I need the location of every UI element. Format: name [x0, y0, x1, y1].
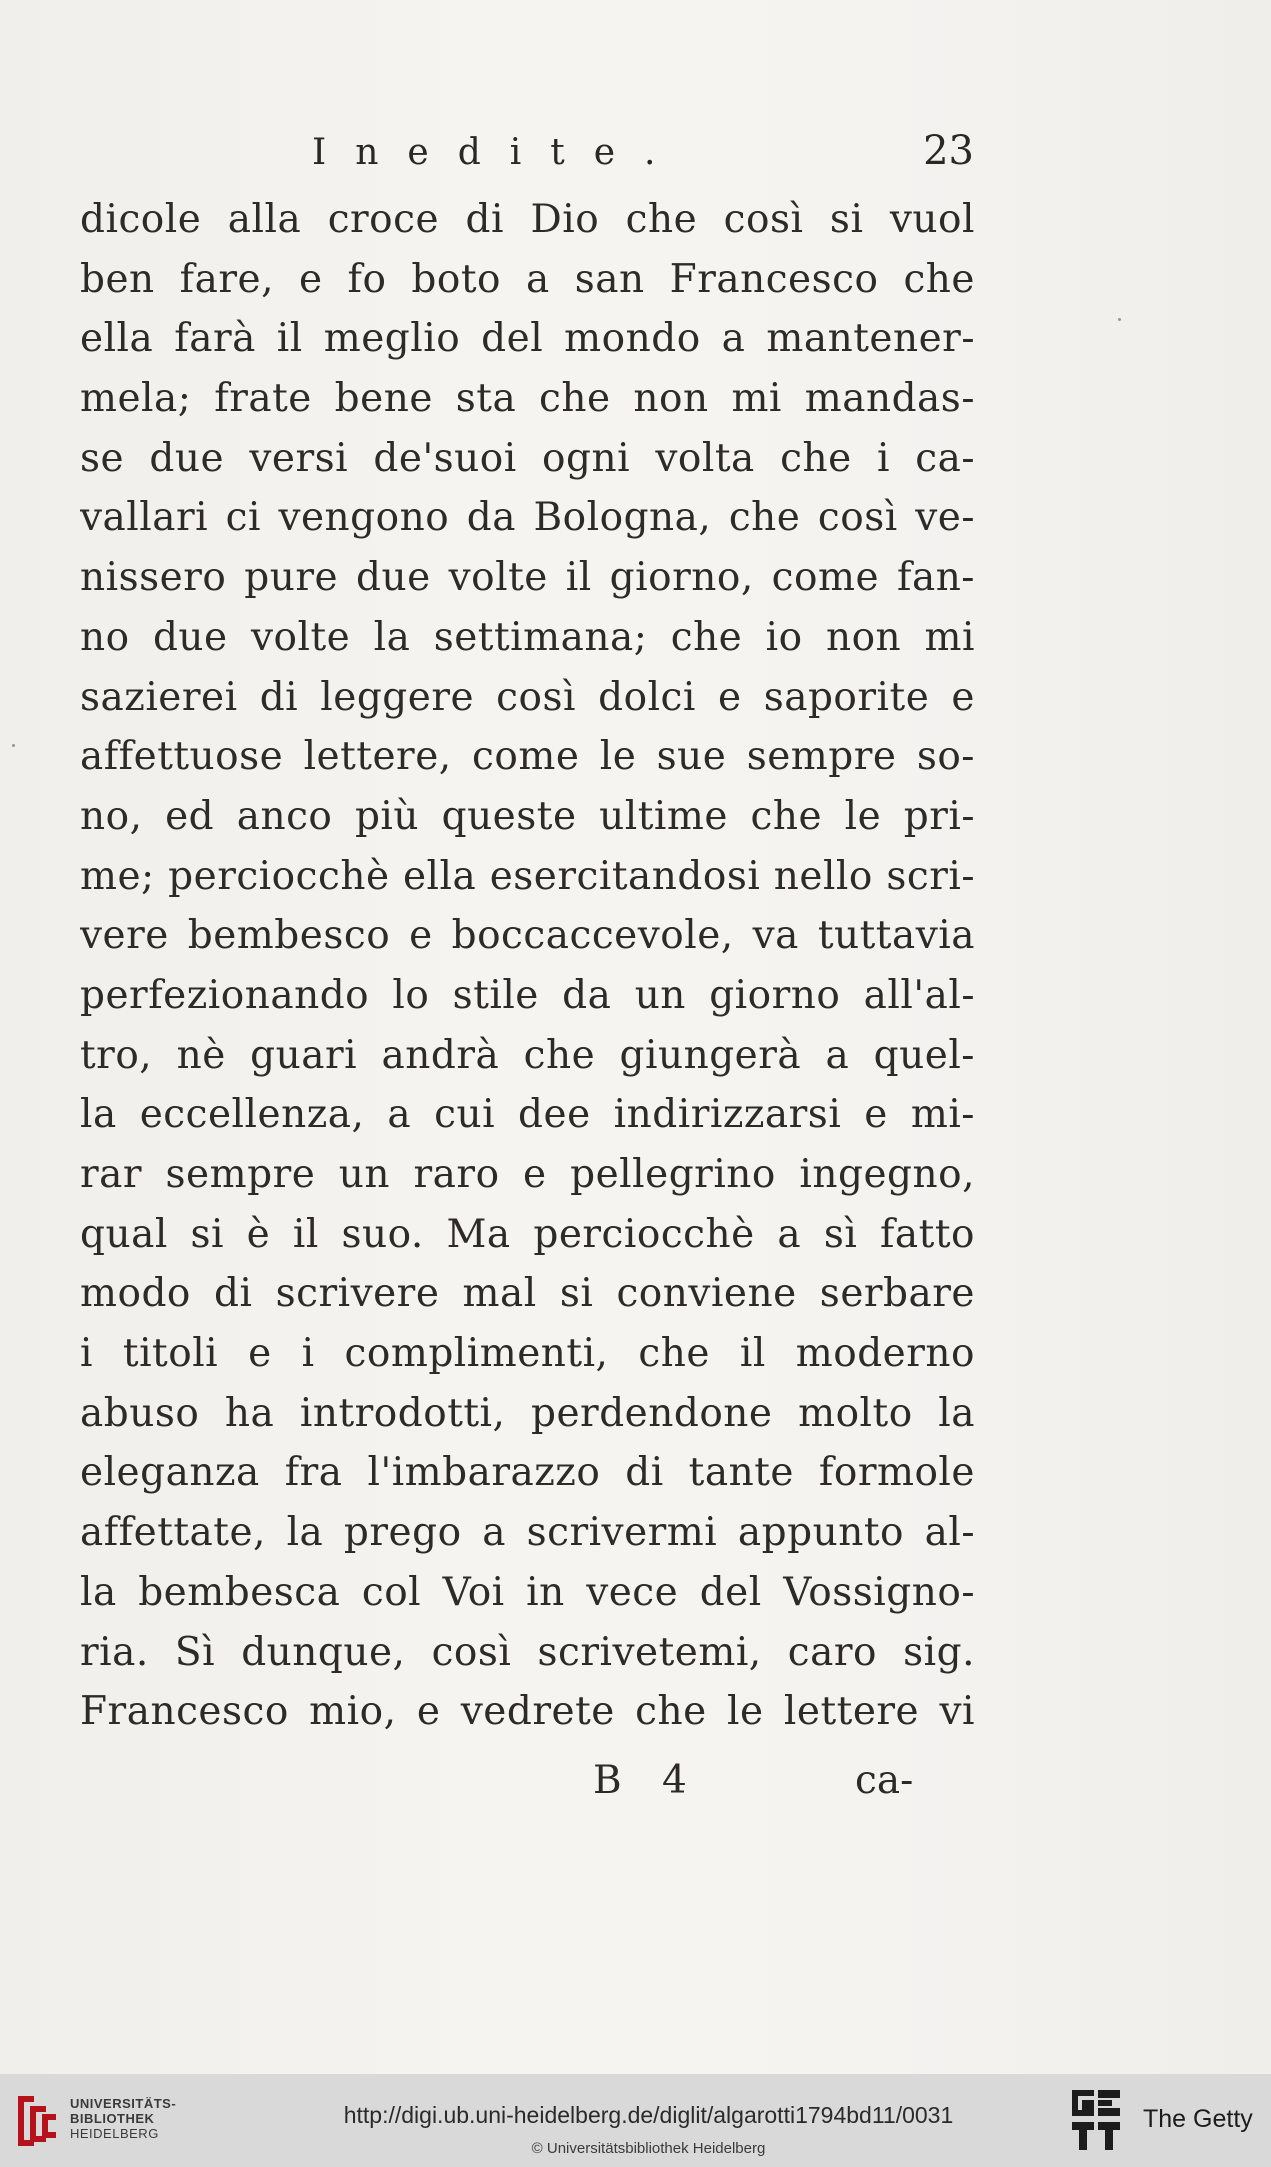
partner-name: The Getty — [1143, 2105, 1253, 2133]
text-line: modo di scrivere mal si conviene serbare — [80, 1271, 975, 1317]
signature-mark: B 4 — [593, 1758, 701, 1803]
running-head — [300, 122, 980, 182]
text-line: sazierei di leggere così dolci e saporite e — [80, 674, 975, 720]
text-line: eleganza fra l'imbarazzo di tante formole — [80, 1450, 975, 1496]
text-line: se due versi de'suoi ogni volta che i ca- — [80, 435, 975, 481]
text-line: tro, nè guari andrà che giungerà a quel- — [80, 1032, 975, 1078]
running-head-title: Inedite. — [312, 132, 685, 173]
permalink-url[interactable]: http://digi.ub.uni-heidelberg.de/diglit/algarotti1794bd11/0031 — [343, 2102, 954, 2128]
text-line: vallari ci vengono da Bologna, che così ve- — [80, 495, 975, 541]
text-line: abuso ha introdotti, perdendone molto la — [80, 1390, 975, 1436]
library-name-line: UNIVERSITÄTS- — [70, 2096, 177, 2111]
viewer-footer-bar — [0, 2074, 1271, 2167]
catchword: ca- — [855, 1758, 914, 1803]
paper-speck — [1118, 318, 1121, 321]
text-line: no, ed anco più queste ultime che le pri- — [80, 793, 975, 839]
library-name-line: HEIDELBERG — [70, 2126, 159, 2141]
text-line: qual si è il suo. Ma perciocchè a sì fatto — [80, 1211, 975, 1257]
text-line: Francesco mio, e vedrete che le lettere vi — [80, 1689, 975, 1735]
paper-speck — [12, 744, 15, 747]
text-line: perfezionando lo stile da un giorno all'al- — [80, 972, 975, 1018]
text-line: i titoli e i complimenti, che il moderno — [80, 1331, 975, 1377]
text-line: ria. Sì dunque, così scrivetemi, caro sig. — [80, 1629, 975, 1675]
body-text — [80, 190, 975, 1742]
text-line: rar sempre un raro e pellegrino ingegno, — [80, 1152, 975, 1197]
text-line: affettuose lettere, come le sue sempre so- — [80, 734, 975, 780]
text-line: dicole alla croce di Dio che così si vuol — [80, 197, 975, 242]
text-line: mela; frate bene sta che non mi mandas- — [80, 376, 975, 422]
text-line: me; perciocchè ella esercitandosi nello scri- — [80, 853, 975, 899]
page-number: 23 — [923, 128, 974, 174]
text-line: nissero pure due volte il giorno, come fan- — [80, 555, 975, 601]
text-line: ben fare, e fo boto a san Francesco che — [80, 256, 975, 302]
page-footer — [0, 1758, 1271, 1818]
text-line: ella farà il meglio del mondo a mantener- — [80, 316, 975, 362]
text-line: la bembesca col Voi in vece del Vossigno- — [80, 1569, 975, 1615]
copyright-notice: © Universitätsbibliothek Heidelberg — [531, 2140, 766, 2157]
text-line: affettate, la prego a scrivermi appunto al- — [80, 1510, 975, 1556]
text-line: la eccellenza, a cui dee indirizzarsi e mi- — [80, 1092, 975, 1138]
getty-logo-icon[interactable] — [1070, 2088, 1124, 2152]
library-name-line: BIBLIOTHEK — [70, 2111, 155, 2126]
text-line: vere bembesco e boccaccevole, va tuttavia — [80, 913, 975, 959]
text-line: no due volte la settimana; che io non mi — [80, 614, 975, 660]
